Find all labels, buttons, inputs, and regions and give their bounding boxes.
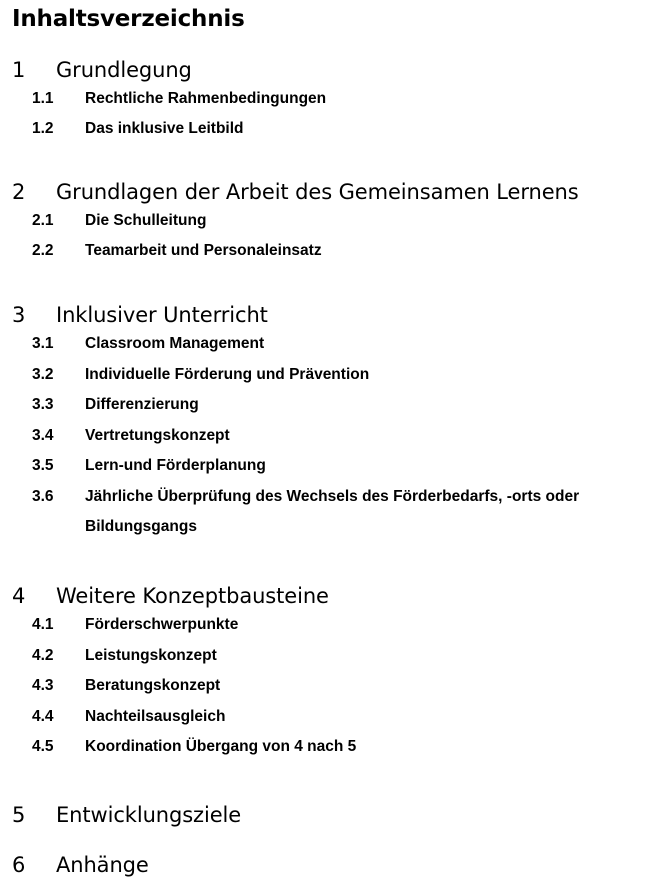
section-number: 4.4 <box>32 708 54 725</box>
section-number: 1.1 <box>32 90 54 107</box>
section-title-continued: Bildungsgangs <box>85 518 197 535</box>
toc-section-2-1[interactable] <box>32 212 206 230</box>
section-number: 3.6 <box>32 488 54 505</box>
chapter-number: 5 <box>12 803 26 827</box>
section-number: 1.2 <box>32 120 54 137</box>
section-title: Lern-und Förderplanung <box>85 457 266 474</box>
toc-section-1-1[interactable] <box>32 90 326 108</box>
section-number: 3.1 <box>32 335 54 352</box>
section-title: Differenzierung <box>85 396 199 413</box>
chapter-number: 3 <box>12 303 26 327</box>
section-number: 3.3 <box>32 396 54 413</box>
toc-section-4-4[interactable] <box>32 708 225 726</box>
chapter-number: 2 <box>12 180 26 204</box>
toc-section-3-1[interactable] <box>32 335 264 353</box>
toc-section-3-5[interactable] <box>32 457 266 475</box>
section-title: Nachteilsausgleich <box>85 708 226 725</box>
section-title: Teamarbeit und Personaleinsatz <box>85 242 322 259</box>
section-number: 3.5 <box>32 457 54 474</box>
toc-chapter-4[interactable] <box>12 584 329 608</box>
section-title: Koordination Übergang von 4 nach 5 <box>85 738 357 755</box>
section-title: Leistungskonzept <box>85 647 217 664</box>
toc-section-4-5[interactable] <box>32 738 356 756</box>
toc-section-3-6[interactable] <box>32 488 579 536</box>
section-title: Individuelle Förderung und Prävention <box>85 366 370 383</box>
toc-section-3-2[interactable] <box>32 366 369 384</box>
chapter-number: 1 <box>12 58 26 82</box>
section-title: Vertretungskonzept <box>85 427 230 444</box>
toc-section-4-3[interactable] <box>32 677 220 695</box>
toc-chapter-1[interactable] <box>12 58 192 82</box>
section-number: 4.3 <box>32 677 54 694</box>
section-number: 4.5 <box>32 738 54 755</box>
toc-section-1-2[interactable] <box>32 120 244 138</box>
chapter-title: Grundlegung <box>56 58 192 82</box>
section-number: 2.1 <box>32 212 54 229</box>
chapter-title: Anhänge <box>56 853 149 877</box>
toc-section-3-3[interactable] <box>32 396 199 414</box>
chapter-title: Inklusiver Unterricht <box>56 303 268 327</box>
toc-chapter-5[interactable] <box>12 803 241 827</box>
section-title: Jährliche Überprüfung des Wechsels des Förderbedarfs, -orts oder <box>85 488 580 505</box>
section-number: 2.2 <box>32 242 54 259</box>
toc-section-4-1[interactable] <box>32 616 238 634</box>
chapter-number: 6 <box>12 853 26 877</box>
chapter-title: Weitere Konzeptbausteine <box>56 584 329 608</box>
toc-chapter-6[interactable] <box>12 853 149 877</box>
toc-section-2-2[interactable] <box>32 242 322 260</box>
chapter-title: Entwicklungsziele <box>56 803 242 827</box>
section-number: 3.2 <box>32 366 54 383</box>
toc-chapter-2[interactable] <box>12 180 579 204</box>
section-title: Das inklusive Leitbild <box>85 120 244 137</box>
section-number: 4.1 <box>32 616 54 633</box>
toc-section-3-4[interactable] <box>32 427 230 445</box>
section-number: 3.4 <box>32 427 54 444</box>
toc-title: Inhaltsverzeichnis <box>12 6 245 32</box>
section-title: Beratungskonzept <box>85 677 221 694</box>
toc-section-4-2[interactable] <box>32 647 217 665</box>
chapter-number: 4 <box>12 584 26 608</box>
toc-chapter-3[interactable] <box>12 303 268 327</box>
section-title: Die Schulleitung <box>85 212 207 229</box>
section-number: 4.2 <box>32 647 54 664</box>
section-title: Classroom Management <box>85 335 265 352</box>
chapter-title: Grundlagen der Arbeit des Gemeinsamen Lernens <box>56 180 579 204</box>
section-title: Förderschwerpunkte <box>85 616 239 633</box>
section-title: Rechtliche Rahmenbedingungen <box>85 90 327 107</box>
